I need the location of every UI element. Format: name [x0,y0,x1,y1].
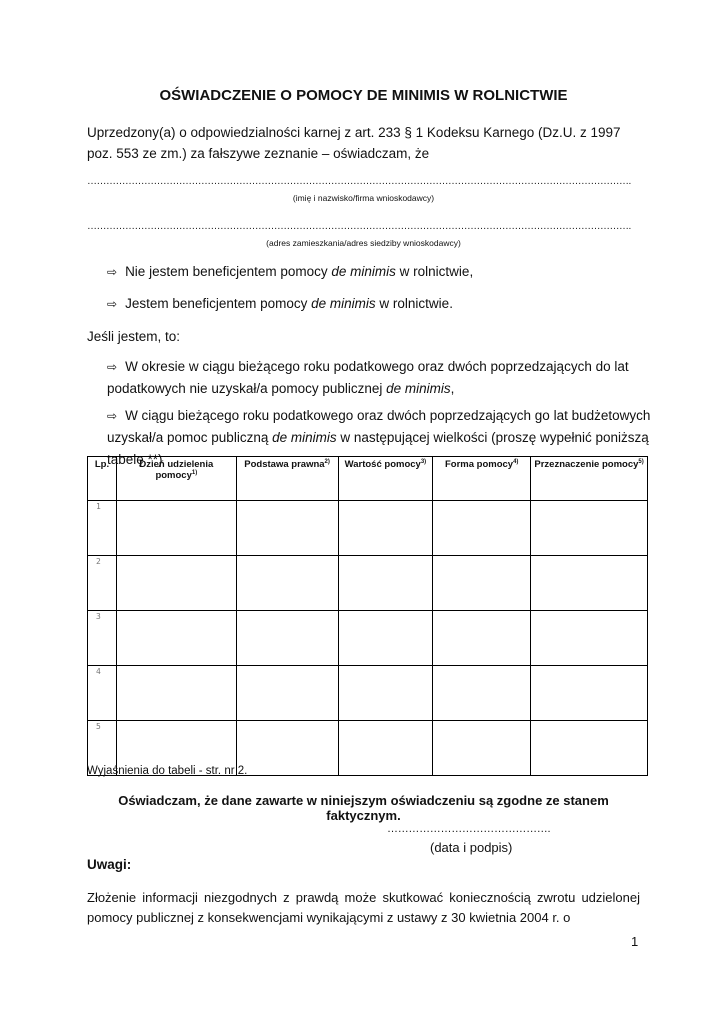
intro-paragraph: Uprzedzony(a) o odpowiedzialności karnej z art. 233 § 1 Kodeksu Karnego (Dz.U. z 1997 poz. 553 ze zm.) za fałszywe zeznanie – oświadczam, że [87,125,621,161]
table-cell[interactable] [338,556,433,611]
address-field-line[interactable]: ………………………………………………………………………………………………………………………………………………………. [87,221,631,232]
table-cell[interactable] [338,721,433,776]
address-field-caption: (adres zamieszkania/adres siedziby wnioskodawcy) [266,238,461,248]
aid-table [87,456,648,776]
document-title: OŚWIADCZENIE O POMOCY DE MINIMIS W ROLNICTWIE [159,87,568,104]
signature-line[interactable]: ………………………………………. [387,823,551,835]
clause-aid-received[interactable]: ⇨ W ciągu bieżącego roku podatkowego oraz dwóch poprzedzających go lat budżetowych uzyskał/a pomoc publiczną de minimis w następującej wielkości (proszę wypełnić poniższą tabelę **) [87,405,660,471]
table-cell[interactable] [531,556,648,611]
table-row [88,611,648,666]
table-cell[interactable] [236,721,338,776]
table-cell[interactable] [531,501,648,556]
col-header-value: Wartość pomocy$^{3)}$ [338,457,433,501]
if-yes-label: Jeśli jestem, to: [87,329,181,344]
table-cell[interactable] [433,501,531,556]
table-cell[interactable] [236,501,338,556]
remarks-text: Złożenie informacji niezgodnych z prawdą może skutkować koniecznością zwrotu udzielonej pomocy publicznej z konsekwencjami wynikającymi z ustawy z 30 kwietnia 2004 r. o [87,890,640,925]
table-row [88,556,648,611]
table-cell[interactable] [116,611,236,666]
remarks-heading: Uwagi: [87,857,132,872]
table-cell[interactable] [531,666,648,721]
col-header-form: Forma pomocy$^{4)}$ [433,457,531,501]
col-header-date: Dzień udzielenia pomocy$^{1)}$ [116,457,236,501]
row-number: 4 [88,666,117,721]
arrow-right-icon: ⇨ [107,409,118,423]
row-number: 3 [88,611,117,666]
table-cell[interactable] [338,666,433,721]
table-cell[interactable] [116,556,236,611]
row-number: 1 [88,501,117,556]
table-cell[interactable] [433,666,531,721]
table-cell[interactable] [116,501,236,556]
table-row [88,501,648,556]
table-cell[interactable] [433,611,531,666]
table-header-row [88,457,648,501]
name-field-line[interactable]: ………………………………………………………………………………………………………………………………………………………. [87,176,631,187]
arrow-right-icon: ⇨ [107,265,118,279]
signature-caption: (data i podpis) [430,840,513,855]
table-cell[interactable] [433,556,531,611]
table-cell[interactable] [236,666,338,721]
row-number: 2 [88,556,117,611]
col-header-lp: Lp. [88,457,117,501]
table-row [88,666,648,721]
table-cell[interactable] [531,611,648,666]
table-cell[interactable] [338,611,433,666]
col-header-purpose: Przeznaczenie pomocy$^{5)}$ [531,457,648,501]
row-number: 5 [88,721,117,776]
arrow-right-icon: ⇨ [107,297,118,311]
table-cell[interactable] [531,721,648,776]
option-not-beneficiary[interactable]: ⇨ Nie jestem beneficjentem pomocy de minimis w rolnictwie, [107,264,474,279]
table-explanation-note: Wyjaśnienia do tabeli - str. nr 2. [87,765,248,777]
table-cell[interactable] [116,666,236,721]
page-number: 1 [631,934,639,949]
arrow-right-icon: ⇨ [107,360,118,374]
declaration-statement: Oświadczam, że dane zawarte w niniejszym oświadczeniu są zgodne ze stanem faktycznym. [118,793,609,823]
col-header-legal-basis: Podstawa prawna$^{2)}$ [236,457,338,501]
table-cell[interactable] [236,556,338,611]
name-field-caption: (imię i nazwisko/firma wnioskodawcy) [292,193,435,203]
clause-no-aid[interactable]: ⇨ W okresie w ciągu bieżącego roku podatkowego oraz dwóch poprzedzających do lat podatkowych nie uzyskał/a pomocy publicznej de minimis, [87,356,660,400]
table-cell[interactable] [236,611,338,666]
option-beneficiary[interactable]: ⇨ Jestem beneficjentem pomocy de minimis w rolnictwie. [107,296,453,311]
table-cell[interactable] [433,721,531,776]
table-cell[interactable] [338,501,433,556]
